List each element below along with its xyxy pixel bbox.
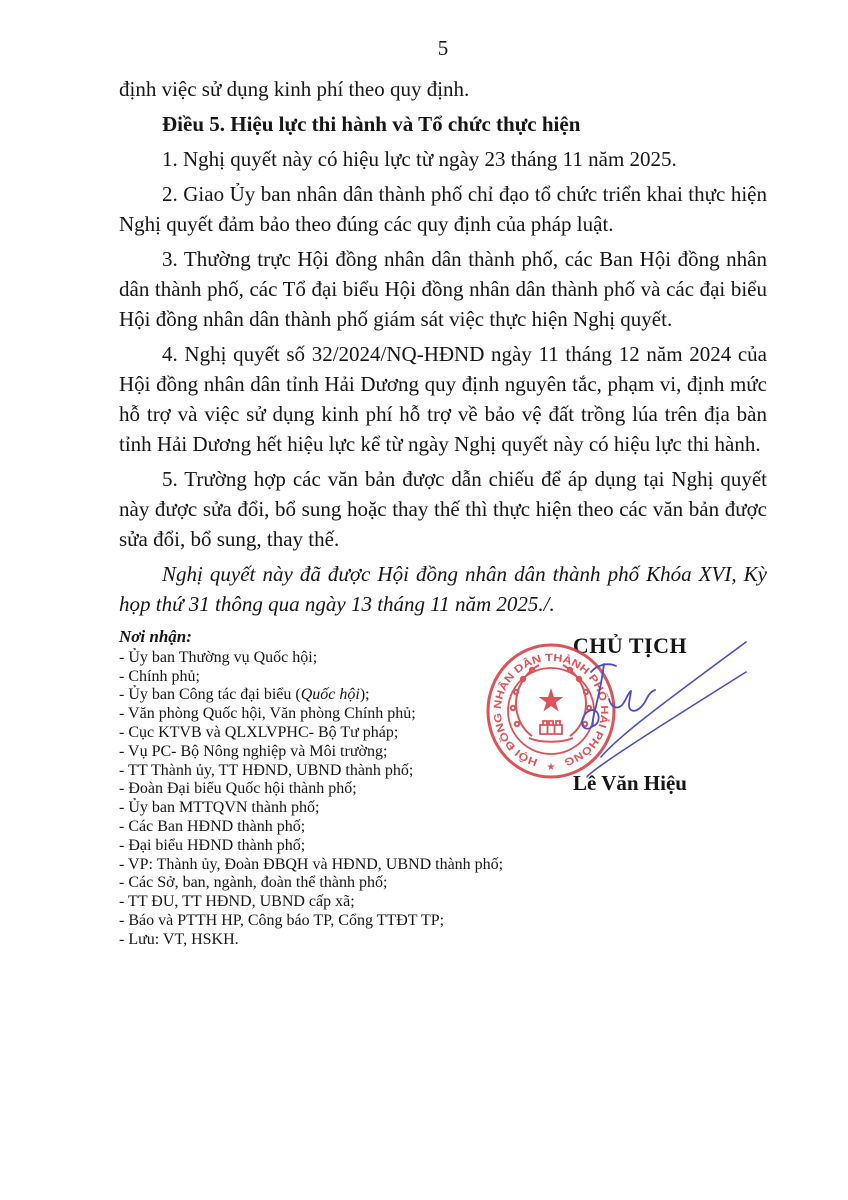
page-number: 5 xyxy=(437,36,449,60)
recipient-item: - Đoàn Đại biểu Quốc hội thành phố; xyxy=(119,780,357,798)
seal-gear-icon xyxy=(540,721,562,734)
recipient-item-text: - Ủy ban Công tác đại biểu ( xyxy=(119,686,301,704)
document-body xyxy=(119,74,767,624)
recipient-item: - Các Ban HĐND thành phố; xyxy=(119,817,306,835)
body-paragraph-4: 4. Nghị quyết số 32/2024/NQ-HĐND ngày 11 tháng 12 năm 2024 của Hội đồng nhân dân tỉnh Hải Dương quy định nguyên tắc, phạm vi, định mức hỗ trợ và việc sử dụng kinh phí hỗ trợ về bảo vệ đất trồng lúa trên địa bàn tỉnh Hải Dương hết hiệu lực kể từ ngày Nghị quyết này có hiệu lực thi hành. xyxy=(119,342,767,456)
signer-name: Lê Văn Hiệu xyxy=(573,771,687,795)
seal-grain xyxy=(515,722,519,726)
seal-grain xyxy=(511,706,515,710)
seal-grain xyxy=(514,690,518,694)
seal-ring-textpath: HỘI ĐỒNG NHÂN DÂN THÀNH PHỐ HẢI PHÒNG xyxy=(491,651,611,768)
seal-star-separator-icon: ★ xyxy=(546,762,556,773)
recipient-item: - Lưu: VT, HSKH. xyxy=(119,930,239,948)
recipient-item: - Văn phòng Quốc hội, Văn phòng Chính phủ; xyxy=(119,705,416,723)
signature-flourish-line xyxy=(601,642,746,757)
closing-paragraph: Nghị quyết này đã được Hội đồng nhân dân thành phố Khóa XVI, Kỳ họp thứ 31 thông qua ngày 13 tháng 11 năm 2025./. xyxy=(119,562,767,616)
signer-title: CHỦ TỊCH xyxy=(572,633,688,658)
recipient-item: - Chính phủ; xyxy=(119,667,200,685)
recipient-item: - Đại biểu HĐND thành phố; xyxy=(119,836,306,854)
recipient-item: - VP: Thành ủy, Đoàn ĐBQH và HĐND, UBND thành phố; xyxy=(119,855,504,873)
recipient-item: - TT Thành ủy, TT HĐND, UBND thành phố; xyxy=(119,761,414,779)
seal-ribbon xyxy=(529,738,573,742)
body-paragraph-2: 2. Giao Ủy ban nhân dân thành phố chỉ đạo tổ chức triển khai thực hiện Nghị quyết đảm bảo theo đúng các quy định của pháp luật. xyxy=(119,182,767,236)
body-continuation-line: định việc sử dụng kinh phí theo quy định. xyxy=(119,77,470,101)
recipient-item: - Các Sở, ban, ngành, đoàn thể thành phố; xyxy=(119,874,388,892)
recipient-item-text: ); xyxy=(359,686,370,704)
seal-emblem-star-icon xyxy=(539,688,564,712)
recipient-item: - Cục KTVB và QLXLVPHC- Bộ Tư pháp; xyxy=(119,723,399,741)
recipient-item: - Ủy ban Thường vụ Quốc hội; xyxy=(119,648,318,666)
recipients-label: Nơi nhận: xyxy=(119,627,192,646)
recipient-item: - Báo và PTTH HP, Công báo TP, Cổng TTĐT TP; xyxy=(119,911,445,929)
body-paragraph-3: 3. Thường trực Hội đồng nhân dân thành phố, các Ban Hội đồng nhân dân thành phố, các Tổ đại biểu Hội đồng nhân dân thành phố và các đại biểu Hội đồng nhân dân thành phố giám sát việc thực hiện Nghị quyết. xyxy=(119,247,767,331)
official-seal-and-signature xyxy=(440,600,800,820)
body-paragraph-5: 5. Trường hợp các văn bản được dẫn chiếu để áp dụng tại Nghị quyết này được sửa đổi, bổ sung hoặc thay thế thì thực hiện theo các văn bản được sửa đổi, bổ sung, thay thế. xyxy=(119,467,767,551)
article-heading: Điều 5. Hiệu lực thi hành và Tổ chức thực hiện xyxy=(162,112,581,136)
recipient-item: - Ủy ban MTTQVN thành phố; xyxy=(119,799,320,817)
body-paragraph-1: 1. Nghị quyết này có hiệu lực từ ngày 23 tháng 11 năm 2025. xyxy=(162,147,677,171)
recipient-item-italic: Quốc hội xyxy=(300,686,360,704)
recipient-item: - TT ĐU, TT HĐND, UBND cấp xã; xyxy=(119,893,355,911)
signature-stroke xyxy=(609,690,655,711)
seal-grain xyxy=(584,690,588,694)
recipient-item: - Vụ PC- Bộ Nông nghiệp và Môi trường; xyxy=(119,742,388,760)
